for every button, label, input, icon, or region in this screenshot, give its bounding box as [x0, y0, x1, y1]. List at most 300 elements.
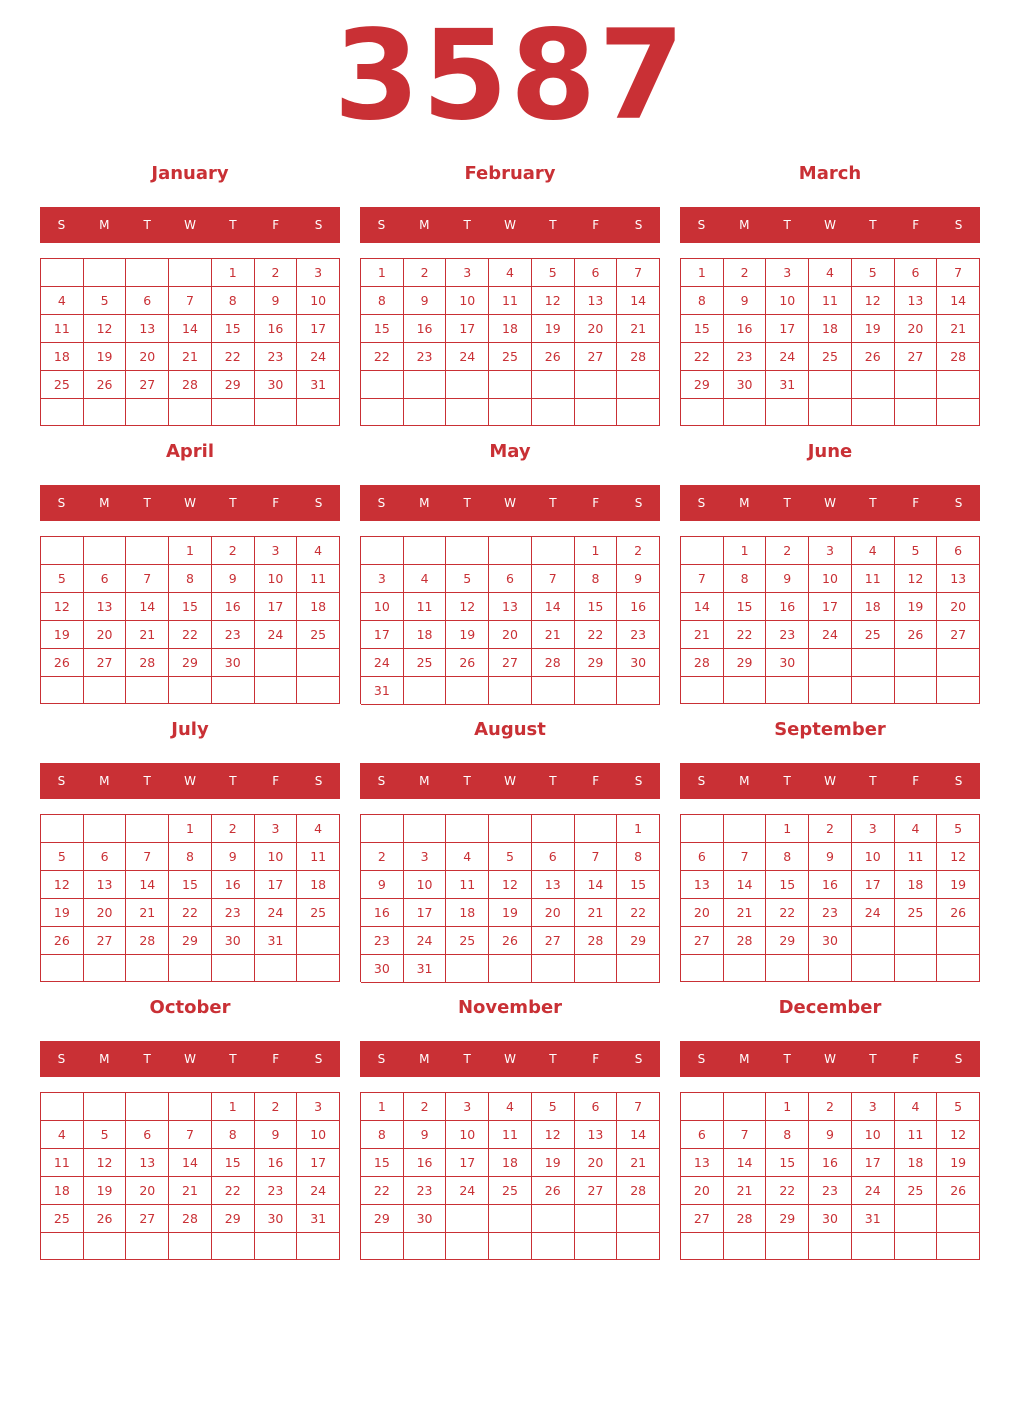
- day-cell: [724, 677, 767, 704]
- day-cell: [41, 259, 84, 287]
- day-cell: 11: [489, 287, 532, 315]
- day-cell: [809, 677, 852, 704]
- weekday-label: M: [99, 496, 110, 510]
- day-cell: [532, 399, 575, 427]
- day-cell: 5: [84, 1121, 127, 1149]
- day-cell: 20: [937, 593, 980, 621]
- day-cell: [84, 399, 127, 426]
- day-cell: 11: [895, 1121, 938, 1149]
- day-cell: 9: [766, 565, 809, 593]
- day-cell: 18: [297, 871, 340, 899]
- day-cell: 5: [446, 565, 489, 593]
- day-cell: 1: [212, 259, 255, 287]
- day-cell: [681, 537, 724, 565]
- day-cell: 4: [489, 1093, 532, 1121]
- weekday-label: T: [549, 774, 557, 788]
- weekday-label: M: [419, 774, 430, 788]
- day-cell: 23: [212, 621, 255, 649]
- day-cell: 7: [532, 565, 575, 593]
- day-cell: 12: [895, 565, 938, 593]
- day-cell: 28: [724, 1205, 767, 1233]
- day-cell: [852, 677, 895, 704]
- weekday-label: S: [377, 496, 386, 510]
- day-cell: 19: [937, 871, 980, 899]
- weekday-label: T: [229, 496, 237, 510]
- weekday-label: S: [377, 218, 386, 232]
- weekday-label: M: [419, 218, 430, 232]
- day-cell: 28: [617, 1177, 660, 1205]
- day-cell: 12: [84, 1149, 127, 1177]
- day-cell: 15: [575, 593, 618, 621]
- day-cell: 5: [937, 815, 980, 843]
- day-cell: [404, 371, 447, 399]
- day-cell: 23: [255, 343, 298, 371]
- day-cell: [681, 399, 724, 426]
- day-cell: 16: [212, 593, 255, 621]
- day-cell: 6: [489, 565, 532, 593]
- day-cell: 9: [255, 287, 298, 315]
- day-cell: 18: [895, 1149, 938, 1177]
- weekday-label: W: [824, 218, 836, 232]
- day-cell: 1: [169, 537, 212, 565]
- day-cell: [297, 955, 340, 982]
- day-cell: 1: [766, 815, 809, 843]
- day-cell: 30: [255, 1205, 298, 1233]
- day-cell: 15: [169, 871, 212, 899]
- day-cell: [297, 649, 340, 677]
- day-cell: 18: [297, 593, 340, 621]
- day-cell: 22: [617, 899, 660, 927]
- day-cell: [937, 649, 980, 677]
- day-cell: [255, 1233, 298, 1260]
- day-cell: 7: [575, 843, 618, 871]
- day-cell: [41, 537, 84, 565]
- day-cell: 27: [84, 927, 127, 955]
- weekday-label: T: [549, 1052, 557, 1066]
- day-cell: 10: [297, 1121, 340, 1149]
- day-cell: 7: [169, 287, 212, 315]
- day-cell: 25: [297, 899, 340, 927]
- day-cell: 29: [617, 927, 660, 955]
- day-cell: 15: [724, 593, 767, 621]
- weekday-label: T: [143, 496, 151, 510]
- day-grid: [360, 1092, 660, 1260]
- day-cell: [446, 371, 489, 399]
- day-cell: 1: [724, 537, 767, 565]
- day-cell: 6: [937, 537, 980, 565]
- day-cell: 17: [852, 1149, 895, 1177]
- weekday-header: [360, 485, 660, 521]
- day-cell: [41, 677, 84, 704]
- weekday-label: W: [184, 496, 196, 510]
- day-cell: [84, 537, 127, 565]
- day-grid: [360, 536, 660, 704]
- day-cell: 19: [937, 1149, 980, 1177]
- day-cell: 11: [489, 1121, 532, 1149]
- day-cell: 4: [297, 815, 340, 843]
- weekday-header: [40, 763, 340, 799]
- day-cell: [126, 815, 169, 843]
- day-cell: 29: [766, 1205, 809, 1233]
- day-cell: 4: [895, 815, 938, 843]
- weekday-label: W: [824, 496, 836, 510]
- day-cell: 14: [169, 1149, 212, 1177]
- weekday-label: T: [783, 496, 791, 510]
- day-cell: 1: [361, 259, 404, 287]
- day-cell: 26: [489, 927, 532, 955]
- day-cell: 14: [169, 315, 212, 343]
- day-grid: [40, 1092, 340, 1260]
- weekday-header: [360, 763, 660, 799]
- weekday-label: T: [463, 1052, 471, 1066]
- weekday-label: T: [143, 774, 151, 788]
- day-cell: 28: [532, 649, 575, 677]
- day-cell: 2: [404, 1093, 447, 1121]
- weekday-label: F: [912, 496, 920, 510]
- day-cell: [575, 371, 618, 399]
- day-cell: [532, 371, 575, 399]
- month-title: May: [489, 441, 531, 462]
- weekday-label: W: [504, 1052, 516, 1066]
- day-cell: 14: [724, 1149, 767, 1177]
- day-cell: [126, 1233, 169, 1260]
- day-cell: 9: [212, 565, 255, 593]
- day-cell: 27: [575, 343, 618, 371]
- day-cell: [41, 955, 84, 982]
- day-cell: 1: [766, 1093, 809, 1121]
- day-cell: 25: [404, 649, 447, 677]
- day-cell: 1: [617, 815, 660, 843]
- day-cell: 30: [361, 955, 404, 983]
- day-cell: 31: [361, 677, 404, 705]
- day-cell: 26: [446, 649, 489, 677]
- day-grid: [680, 814, 980, 982]
- day-cell: 24: [361, 649, 404, 677]
- day-cell: 29: [169, 649, 212, 677]
- day-cell: 9: [724, 287, 767, 315]
- day-cell: 22: [766, 1177, 809, 1205]
- day-cell: 24: [297, 1177, 340, 1205]
- weekday-label: S: [314, 496, 323, 510]
- day-cell: 23: [361, 927, 404, 955]
- day-cell: [681, 677, 724, 704]
- day-cell: 3: [852, 815, 895, 843]
- weekday-header: [40, 1041, 340, 1077]
- day-cell: 10: [766, 287, 809, 315]
- day-cell: 11: [895, 843, 938, 871]
- day-cell: 20: [575, 1149, 618, 1177]
- day-cell: 27: [895, 343, 938, 371]
- day-cell: 24: [255, 621, 298, 649]
- day-cell: 27: [681, 927, 724, 955]
- day-cell: 8: [766, 1121, 809, 1149]
- day-cell: 6: [681, 1121, 724, 1149]
- weekday-header: [40, 485, 340, 521]
- day-cell: [84, 1233, 127, 1260]
- day-cell: 24: [446, 1177, 489, 1205]
- day-cell: 12: [937, 843, 980, 871]
- day-cell: [937, 927, 980, 955]
- day-cell: 18: [489, 1149, 532, 1177]
- weekday-label: T: [143, 1052, 151, 1066]
- day-cell: [126, 955, 169, 982]
- day-cell: 13: [575, 1121, 618, 1149]
- day-cell: 7: [724, 1121, 767, 1149]
- day-cell: 28: [681, 649, 724, 677]
- day-cell: 16: [724, 315, 767, 343]
- day-cell: 22: [212, 1177, 255, 1205]
- day-cell: 3: [766, 259, 809, 287]
- day-cell: 12: [446, 593, 489, 621]
- weekday-label: T: [143, 218, 151, 232]
- day-cell: 9: [255, 1121, 298, 1149]
- day-cell: 24: [852, 899, 895, 927]
- day-cell: 28: [575, 927, 618, 955]
- day-cell: 31: [297, 371, 340, 399]
- day-grid: [360, 814, 660, 982]
- month-title: June: [807, 441, 853, 462]
- day-cell: 1: [575, 537, 618, 565]
- weekday-label: S: [314, 1052, 323, 1066]
- day-cell: 3: [361, 565, 404, 593]
- day-cell: [404, 537, 447, 565]
- day-cell: [489, 371, 532, 399]
- day-cell: 3: [404, 843, 447, 871]
- day-cell: 17: [446, 1149, 489, 1177]
- day-cell: 27: [84, 649, 127, 677]
- day-cell: [297, 399, 340, 426]
- weekday-label: W: [504, 218, 516, 232]
- day-cell: [41, 399, 84, 426]
- day-cell: 8: [212, 1121, 255, 1149]
- day-cell: [724, 1093, 767, 1121]
- day-cell: 30: [212, 927, 255, 955]
- day-cell: 14: [617, 1121, 660, 1149]
- day-cell: 2: [724, 259, 767, 287]
- day-cell: 2: [361, 843, 404, 871]
- day-cell: 25: [852, 621, 895, 649]
- day-cell: [169, 955, 212, 982]
- day-cell: 24: [404, 927, 447, 955]
- day-cell: [212, 955, 255, 982]
- day-cell: [681, 815, 724, 843]
- weekday-label: S: [314, 218, 323, 232]
- day-cell: 16: [255, 315, 298, 343]
- day-grid: [680, 1092, 980, 1260]
- day-cell: 9: [361, 871, 404, 899]
- day-cell: 11: [41, 1149, 84, 1177]
- day-cell: 21: [169, 1177, 212, 1205]
- day-cell: [575, 815, 618, 843]
- weekday-label: M: [419, 496, 430, 510]
- weekday-label: S: [634, 774, 643, 788]
- day-cell: [937, 677, 980, 704]
- weekday-label: T: [463, 774, 471, 788]
- day-cell: 18: [404, 621, 447, 649]
- day-cell: 2: [809, 1093, 852, 1121]
- day-cell: 16: [361, 899, 404, 927]
- day-cell: 22: [681, 343, 724, 371]
- weekday-label: F: [272, 1052, 280, 1066]
- weekday-label: S: [314, 774, 323, 788]
- day-cell: 29: [212, 371, 255, 399]
- day-cell: 24: [297, 343, 340, 371]
- day-cell: 3: [297, 259, 340, 287]
- day-cell: 13: [575, 287, 618, 315]
- day-cell: [852, 1233, 895, 1260]
- weekday-label: T: [869, 496, 877, 510]
- day-cell: 20: [126, 1177, 169, 1205]
- day-cell: 25: [489, 1177, 532, 1205]
- day-cell: 13: [126, 1149, 169, 1177]
- day-cell: [126, 1093, 169, 1121]
- weekday-label: M: [99, 1052, 110, 1066]
- day-cell: 22: [169, 621, 212, 649]
- day-cell: [852, 371, 895, 399]
- weekday-label: W: [504, 774, 516, 788]
- weekday-header: [360, 1041, 660, 1077]
- day-cell: 14: [617, 287, 660, 315]
- day-cell: 5: [84, 287, 127, 315]
- day-cell: 7: [681, 565, 724, 593]
- day-cell: 14: [575, 871, 618, 899]
- day-cell: 20: [532, 899, 575, 927]
- day-cell: 20: [575, 315, 618, 343]
- weekday-label: F: [912, 774, 920, 788]
- day-cell: 5: [41, 565, 84, 593]
- day-cell: [361, 399, 404, 427]
- day-cell: 15: [617, 871, 660, 899]
- day-cell: 26: [937, 1177, 980, 1205]
- day-cell: 21: [617, 1149, 660, 1177]
- month-title: February: [464, 163, 556, 184]
- day-cell: [255, 399, 298, 426]
- day-cell: [895, 399, 938, 426]
- day-cell: [766, 677, 809, 704]
- day-cell: [255, 649, 298, 677]
- day-cell: 18: [41, 343, 84, 371]
- day-cell: 21: [681, 621, 724, 649]
- day-cell: [489, 399, 532, 427]
- day-cell: 17: [404, 899, 447, 927]
- day-grid: [40, 258, 340, 426]
- day-cell: 16: [212, 871, 255, 899]
- day-cell: 10: [809, 565, 852, 593]
- weekday-label: S: [634, 218, 643, 232]
- day-cell: 27: [575, 1177, 618, 1205]
- day-cell: [809, 649, 852, 677]
- day-cell: [404, 815, 447, 843]
- day-cell: 26: [895, 621, 938, 649]
- day-cell: 20: [84, 899, 127, 927]
- day-cell: 25: [446, 927, 489, 955]
- day-cell: 20: [895, 315, 938, 343]
- weekday-label: S: [634, 1052, 643, 1066]
- day-cell: 4: [809, 259, 852, 287]
- day-cell: 10: [852, 1121, 895, 1149]
- day-cell: 26: [84, 1205, 127, 1233]
- day-cell: [446, 955, 489, 983]
- day-cell: 17: [297, 1149, 340, 1177]
- day-cell: 6: [84, 565, 127, 593]
- day-cell: [84, 955, 127, 982]
- day-cell: 29: [212, 1205, 255, 1233]
- day-cell: 13: [84, 593, 127, 621]
- weekday-label: W: [504, 496, 516, 510]
- month-title: October: [149, 997, 231, 1018]
- day-cell: 19: [532, 1149, 575, 1177]
- day-cell: 26: [532, 1177, 575, 1205]
- day-cell: 25: [809, 343, 852, 371]
- weekday-label: M: [739, 496, 750, 510]
- day-cell: 2: [766, 537, 809, 565]
- day-cell: 24: [446, 343, 489, 371]
- day-cell: 4: [297, 537, 340, 565]
- day-cell: 23: [724, 343, 767, 371]
- day-cell: 9: [809, 843, 852, 871]
- day-cell: 10: [404, 871, 447, 899]
- day-cell: 15: [212, 315, 255, 343]
- day-cell: 15: [361, 1149, 404, 1177]
- day-cell: 17: [446, 315, 489, 343]
- day-cell: 29: [575, 649, 618, 677]
- day-cell: 2: [212, 537, 255, 565]
- day-cell: [41, 1093, 84, 1121]
- day-cell: [489, 537, 532, 565]
- day-cell: [532, 537, 575, 565]
- weekday-label: S: [57, 496, 66, 510]
- day-cell: 7: [617, 259, 660, 287]
- weekday-label: M: [739, 1052, 750, 1066]
- day-cell: [446, 1233, 489, 1260]
- day-cell: [937, 1205, 980, 1233]
- day-cell: 12: [41, 871, 84, 899]
- day-grid: [40, 536, 340, 704]
- day-cell: 21: [169, 343, 212, 371]
- day-cell: 11: [446, 871, 489, 899]
- day-cell: 19: [895, 593, 938, 621]
- day-cell: 10: [446, 287, 489, 315]
- day-cell: 30: [404, 1205, 447, 1233]
- day-cell: 23: [404, 1177, 447, 1205]
- weekday-label: S: [57, 218, 66, 232]
- day-cell: 14: [681, 593, 724, 621]
- day-cell: 12: [489, 871, 532, 899]
- day-cell: [84, 815, 127, 843]
- day-cell: 30: [809, 1205, 852, 1233]
- day-cell: 16: [617, 593, 660, 621]
- day-cell: 13: [126, 315, 169, 343]
- day-cell: 29: [766, 927, 809, 955]
- day-cell: 11: [809, 287, 852, 315]
- day-cell: 2: [255, 259, 298, 287]
- day-cell: 26: [532, 343, 575, 371]
- day-cell: 30: [255, 371, 298, 399]
- day-cell: 10: [255, 565, 298, 593]
- day-cell: [895, 677, 938, 704]
- weekday-label: S: [377, 774, 386, 788]
- day-cell: [489, 815, 532, 843]
- day-cell: 21: [724, 899, 767, 927]
- day-cell: 31: [404, 955, 447, 983]
- day-cell: [212, 677, 255, 704]
- day-cell: 5: [895, 537, 938, 565]
- day-cell: 2: [255, 1093, 298, 1121]
- day-cell: 7: [126, 565, 169, 593]
- weekday-label: W: [824, 774, 836, 788]
- day-cell: 3: [446, 1093, 489, 1121]
- day-cell: 17: [766, 315, 809, 343]
